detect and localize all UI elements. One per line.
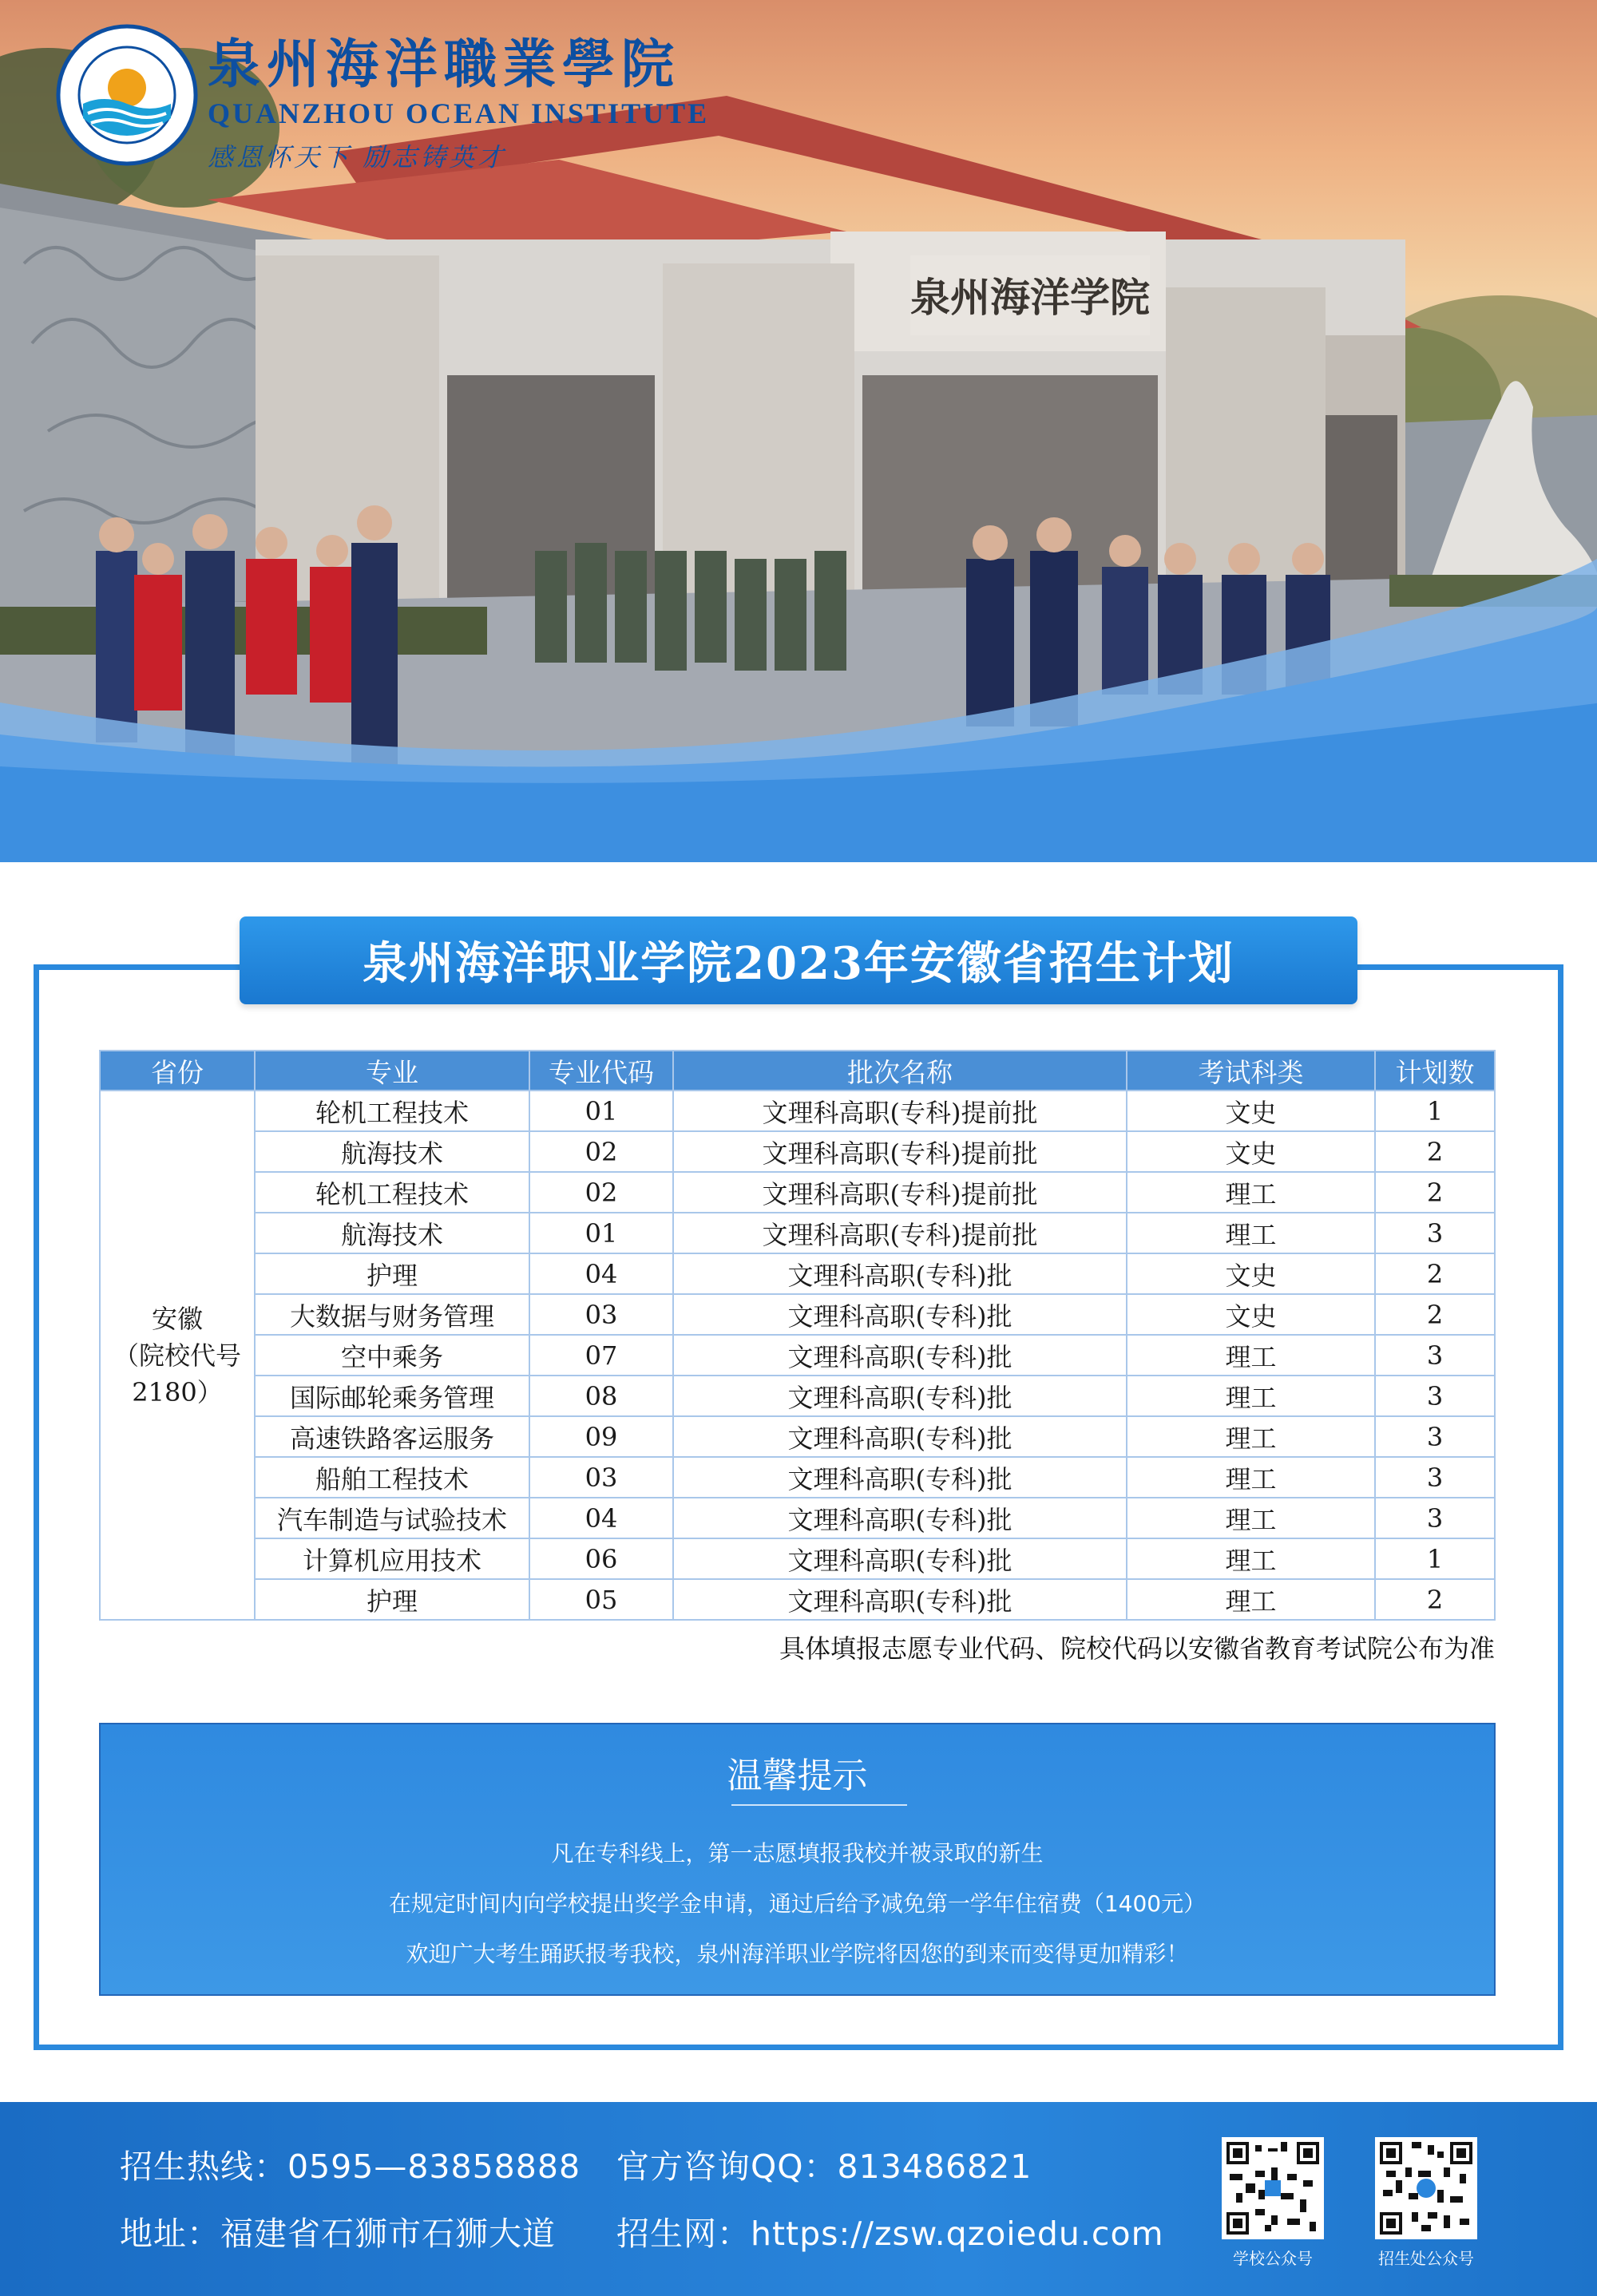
school-code-label: （院校代号 bbox=[113, 1340, 241, 1371]
tips-line: 在规定时间内向学校提出奖学金申请，通过后给予减免第一学年住宿费（1400元） bbox=[388, 1890, 1207, 1917]
cell-batch: 文理科高职(专科)批 bbox=[673, 1335, 1127, 1376]
cell-code: 04 bbox=[529, 1498, 673, 1538]
table-row bbox=[100, 1294, 1495, 1335]
cell-major: 船舶工程技术 bbox=[255, 1457, 529, 1498]
title-banner bbox=[240, 916, 1357, 1004]
page-title: 泉州海洋职业学院2023年安徽省招生计划 bbox=[363, 937, 1234, 990]
school-name-en: QUANZHOU OCEAN INSTITUTE bbox=[208, 97, 710, 129]
table-row bbox=[100, 1213, 1495, 1253]
cell-major: 国际邮轮乘务管理 bbox=[255, 1376, 529, 1416]
header-major: 专业 bbox=[255, 1051, 529, 1091]
cell-batch: 文理科高职(专科)批 bbox=[673, 1253, 1127, 1294]
school-name-cn: 泉州海洋職業學院 bbox=[208, 33, 680, 95]
cell-major: 航海技术 bbox=[255, 1131, 529, 1172]
table-footnote: 具体填报志愿专业代码、院校代码以安徽省教育考试院公布为准 bbox=[779, 1633, 1495, 1664]
cell-batch: 文理科高职(专科)批 bbox=[673, 1538, 1127, 1579]
cell-major: 汽车制造与试验技术 bbox=[255, 1498, 529, 1538]
cell-code: 02 bbox=[529, 1172, 673, 1213]
school-logo bbox=[56, 24, 709, 174]
table-row bbox=[100, 1376, 1495, 1416]
cell-major: 大数据与财务管理 bbox=[255, 1294, 529, 1335]
cell-plan: 3 bbox=[1375, 1498, 1495, 1538]
gate-sign-text: 泉州海洋学院 bbox=[910, 274, 1150, 321]
province-cell bbox=[100, 1091, 255, 1620]
header-major-code: 专业代码 bbox=[529, 1051, 673, 1091]
cell-plan: 3 bbox=[1375, 1376, 1495, 1416]
cell-batch: 文理科高职(专科)提前批 bbox=[673, 1091, 1127, 1131]
enrollment-plan-table bbox=[99, 1050, 1496, 1621]
tips-line: 欢迎广大考生踊跃报考我校，泉州海洋职业学院将因您的到来而变得更加精彩！ bbox=[406, 1941, 1189, 1967]
cell-major: 计算机应用技术 bbox=[255, 1538, 529, 1579]
cell-subject: 理工 bbox=[1127, 1172, 1375, 1213]
cell-code: 06 bbox=[529, 1538, 673, 1579]
cell-batch: 文理科高职(专科)批 bbox=[673, 1579, 1127, 1620]
cell-plan: 3 bbox=[1375, 1335, 1495, 1376]
school-account-qr-icon bbox=[1222, 2137, 1324, 2239]
address-text: 地址：福建省石狮市石狮大道 bbox=[120, 2215, 556, 2253]
cell-subject: 文史 bbox=[1127, 1253, 1375, 1294]
cell-major: 护理 bbox=[255, 1253, 529, 1294]
school-emblem-icon bbox=[56, 24, 198, 166]
cell-plan: 2 bbox=[1375, 1172, 1495, 1213]
cell-batch: 文理科高职(专科)批 bbox=[673, 1416, 1127, 1457]
school-motto: 感恩怀天下 励志铸英才 bbox=[208, 142, 507, 172]
cell-code: 01 bbox=[529, 1213, 673, 1253]
hero-banner bbox=[0, 0, 1597, 862]
header-batch: 批次名称 bbox=[673, 1051, 1127, 1091]
cell-code: 07 bbox=[529, 1335, 673, 1376]
cell-code: 09 bbox=[529, 1416, 673, 1457]
tips-line: 凡在专科线上，第一志愿填报我校并被录取的新生 bbox=[551, 1840, 1044, 1866]
table-row bbox=[100, 1253, 1495, 1294]
cell-plan: 3 bbox=[1375, 1416, 1495, 1457]
tips-box bbox=[99, 1723, 1496, 1996]
header-subject: 考试科类 bbox=[1127, 1051, 1375, 1091]
admissions-account-qr-icon bbox=[1375, 2137, 1477, 2239]
cell-plan: 2 bbox=[1375, 1579, 1495, 1620]
qr-caption-admissions: 招生处公众号 bbox=[1378, 2249, 1474, 2268]
cell-subject: 理工 bbox=[1127, 1457, 1375, 1498]
cell-subject: 理工 bbox=[1127, 1538, 1375, 1579]
table-row bbox=[100, 1498, 1495, 1538]
cell-subject: 文史 bbox=[1127, 1294, 1375, 1335]
cell-plan: 2 bbox=[1375, 1253, 1495, 1294]
cell-code: 08 bbox=[529, 1376, 673, 1416]
cell-plan: 1 bbox=[1375, 1091, 1495, 1131]
table-row bbox=[100, 1457, 1495, 1498]
cell-batch: 文理科高职(专科)提前批 bbox=[673, 1213, 1127, 1253]
cell-major: 轮机工程技术 bbox=[255, 1172, 529, 1213]
qr-caption-school: 学校公众号 bbox=[1233, 2249, 1313, 2268]
cell-plan: 2 bbox=[1375, 1131, 1495, 1172]
cell-subject: 理工 bbox=[1127, 1579, 1375, 1620]
cell-major: 高速铁路客运服务 bbox=[255, 1416, 529, 1457]
tips-title: 温馨提示 bbox=[727, 1756, 868, 1796]
cell-batch: 文理科高职(专科)批 bbox=[673, 1376, 1127, 1416]
cell-subject: 文史 bbox=[1127, 1091, 1375, 1131]
table-row bbox=[100, 1091, 1495, 1131]
contact-footer bbox=[0, 2102, 1597, 2296]
tips-divider bbox=[731, 1804, 907, 1806]
cell-code: 04 bbox=[529, 1253, 673, 1294]
cell-subject: 理工 bbox=[1127, 1416, 1375, 1457]
cell-code: 05 bbox=[529, 1579, 673, 1620]
cell-code: 01 bbox=[529, 1091, 673, 1131]
province-name: 安徽 bbox=[151, 1303, 203, 1334]
header-plan-count: 计划数 bbox=[1375, 1051, 1495, 1091]
cell-subject: 理工 bbox=[1127, 1498, 1375, 1538]
cell-major: 轮机工程技术 bbox=[255, 1091, 529, 1131]
cell-batch: 文理科高职(专科)批 bbox=[673, 1498, 1127, 1538]
cell-subject: 理工 bbox=[1127, 1335, 1375, 1376]
cell-batch: 文理科高职(专科)提前批 bbox=[673, 1172, 1127, 1213]
qq-text: 官方咨询QQ：813486821 bbox=[616, 2148, 1032, 2186]
cell-subject: 理工 bbox=[1127, 1213, 1375, 1253]
table-row bbox=[100, 1579, 1495, 1620]
cell-code: 03 bbox=[529, 1457, 673, 1498]
cell-major: 空中乘务 bbox=[255, 1335, 529, 1376]
cell-batch: 文理科高职(专科)批 bbox=[673, 1294, 1127, 1335]
cell-plan: 1 bbox=[1375, 1538, 1495, 1579]
cell-batch: 文理科高职(专科)批 bbox=[673, 1457, 1127, 1498]
header-province: 省份 bbox=[100, 1051, 255, 1091]
cell-subject: 理工 bbox=[1127, 1376, 1375, 1416]
cell-plan: 2 bbox=[1375, 1294, 1495, 1335]
cell-plan: 3 bbox=[1375, 1457, 1495, 1498]
table-header-row bbox=[100, 1051, 1495, 1091]
table-row bbox=[100, 1131, 1495, 1172]
cell-code: 02 bbox=[529, 1131, 673, 1172]
hotline-text: 招生热线：0595—83858888 bbox=[120, 2148, 581, 2186]
table-row bbox=[100, 1335, 1495, 1376]
cell-code: 03 bbox=[529, 1294, 673, 1335]
table-row bbox=[100, 1416, 1495, 1457]
table-row bbox=[100, 1538, 1495, 1579]
cell-batch: 文理科高职(专科)提前批 bbox=[673, 1131, 1127, 1172]
school-code-value: 2180） bbox=[132, 1376, 223, 1407]
cell-plan: 3 bbox=[1375, 1213, 1495, 1253]
cell-major: 护理 bbox=[255, 1579, 529, 1620]
website-link[interactable]: 招生网：https://zsw.qzoiedu.com bbox=[616, 2215, 1164, 2253]
cell-subject: 文史 bbox=[1127, 1131, 1375, 1172]
cell-major: 航海技术 bbox=[255, 1213, 529, 1253]
table-row bbox=[100, 1172, 1495, 1213]
